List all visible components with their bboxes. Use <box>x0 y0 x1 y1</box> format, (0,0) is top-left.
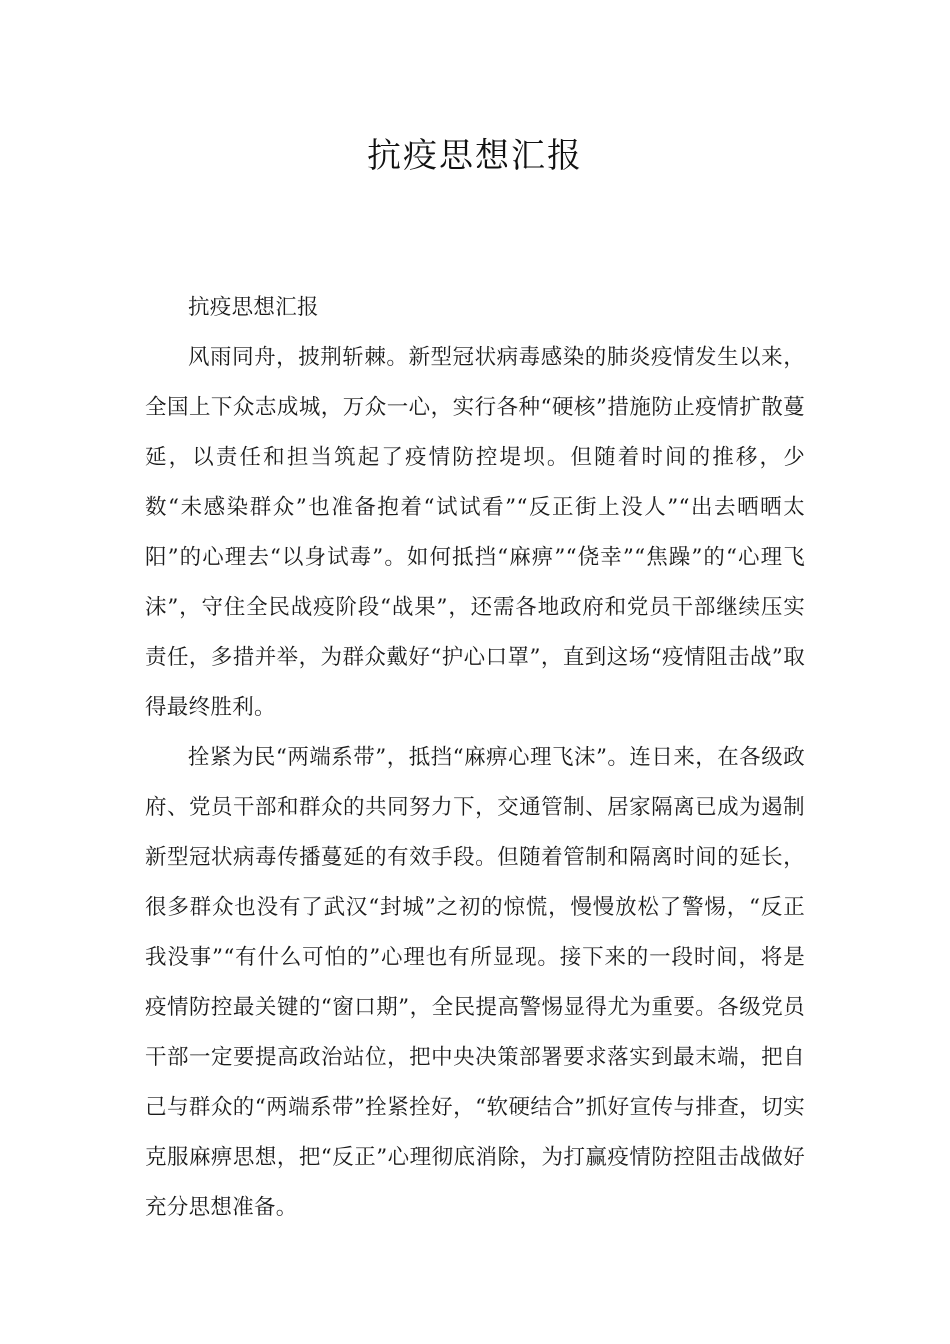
paragraph-2: 拴紧为民“两端系带”，抵挡“麻痹心理飞沫”。连日来，在各级政府、党员干部和群众的共同努力下，交通管制、居家隔离已成为遏制新型冠状病毒传播蔓延的有效手段。但随着管制和隔离时间的延长，很多群众也没有了武汉“封城”之初的惊慌，慢慢放松了警惕，“反正我没事”“有什么可怕的”心理也有所显现。接下来的一段时间，将是疫情防控最关键的“窗口期”，全民提高警惕显得尤为重要。各级党员干部一定要提高政治站位，把中央决策部署要求落实到最末端，把自己与群众的“两端系带”拴紧拴好，“软硬结合”抓好宣传与排查，切实克服麻痹思想，把“反正”心理彻底消除，为打赢疫情防控阻击战做好充分思想准备。 <box>145 745 805 1220</box>
document-subtitle: 抗疫思想汇报 <box>188 295 319 320</box>
document-title: 抗疫思想汇报 <box>367 136 583 176</box>
paragraph-1: 风雨同舟，披荆斩棘。新型冠状病毒感染的肺炎疫情发生以来，全国上下众志成城，万众一心，实行各种“硬核”措施防止疫情扩散蔓延，以责任和担当筑起了疫情防控堤坝。但随着时间的推移，少数“未感染群众”也准备抱着“试试看”“反正街上没人”“出去晒晒太阳”的心理去“以身试毒”。如何抵挡“麻痹”“侥幸”“焦躁”的“心理飞沫”，守住全民战疫阶段“战果”，还需各地政府和党员干部继续压实责任，多措并举，为群众戴好“护心口罩”，直到这场“疫情阻击战”取得最终胜利。 <box>145 345 805 720</box>
document-body <box>145 283 805 1233</box>
